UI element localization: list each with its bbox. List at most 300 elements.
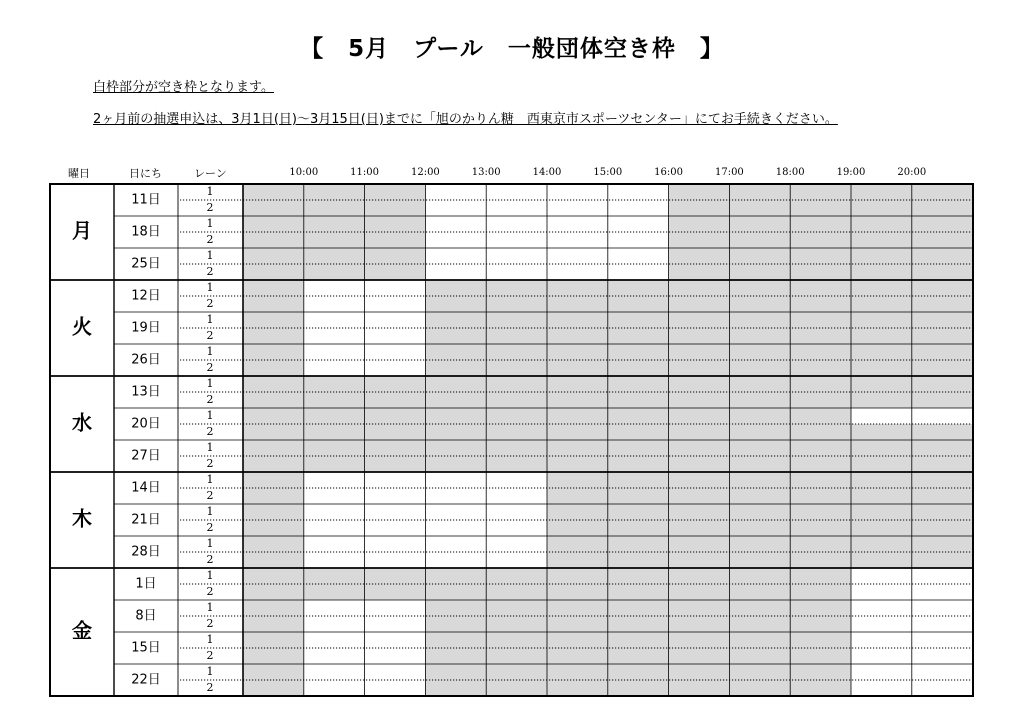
open-slot <box>547 216 608 232</box>
booked-slot <box>729 312 790 328</box>
booked-slot <box>425 376 486 392</box>
booked-slot <box>243 616 304 632</box>
open-slot <box>425 264 486 280</box>
booked-slot <box>669 424 730 440</box>
open-slot <box>912 408 973 424</box>
open-slot <box>304 488 365 504</box>
lane-number: 2 <box>206 201 214 214</box>
time-label: 11:00 <box>350 167 380 178</box>
booked-slot <box>669 456 730 472</box>
booked-slot <box>669 632 730 648</box>
lane-number: 1 <box>206 505 214 518</box>
booked-slot <box>608 376 669 392</box>
booked-slot <box>365 376 426 392</box>
open-slot <box>304 536 365 552</box>
booked-slot <box>851 504 912 520</box>
booked-slot <box>425 680 486 696</box>
booked-slot <box>851 472 912 488</box>
time-label: 14:00 <box>532 167 562 178</box>
open-slot <box>486 232 547 248</box>
booked-slot <box>547 312 608 328</box>
booked-slot <box>243 248 304 264</box>
open-slot <box>851 632 912 648</box>
open-slot <box>486 488 547 504</box>
time-label: 17:00 <box>714 167 744 178</box>
booked-slot <box>547 424 608 440</box>
booked-slot <box>425 328 486 344</box>
booked-slot <box>790 584 851 600</box>
booked-slot <box>851 440 912 456</box>
booked-slot <box>608 472 669 488</box>
booked-slot <box>547 616 608 632</box>
date-label: 20日 <box>131 416 161 432</box>
booked-slot <box>729 632 790 648</box>
lane-number: 2 <box>206 649 214 662</box>
booked-slot <box>669 264 730 280</box>
open-slot <box>486 520 547 536</box>
open-slot <box>304 504 365 520</box>
open-slot <box>486 552 547 568</box>
time-label: 20:00 <box>897 167 927 178</box>
booked-slot <box>912 328 973 344</box>
lane-number: 2 <box>206 425 214 438</box>
booked-slot <box>243 344 304 360</box>
lane-number: 2 <box>206 553 214 566</box>
booked-slot <box>851 360 912 376</box>
open-slot <box>486 504 547 520</box>
booked-slot <box>425 312 486 328</box>
booked-slot <box>729 504 790 520</box>
date-label: 14日 <box>131 480 161 496</box>
booked-slot <box>608 408 669 424</box>
booked-slot <box>669 280 730 296</box>
booked-slot <box>365 408 426 424</box>
booked-slot <box>729 520 790 536</box>
booked-slot <box>669 568 730 584</box>
booked-slot <box>425 568 486 584</box>
time-label: 19:00 <box>836 167 866 178</box>
booked-slot <box>608 488 669 504</box>
date-label: 1日 <box>135 576 157 592</box>
booked-slot <box>669 328 730 344</box>
booked-slot <box>425 360 486 376</box>
time-label: 10:00 <box>289 167 319 178</box>
open-slot <box>425 536 486 552</box>
booked-slot <box>669 408 730 424</box>
booked-slot <box>486 328 547 344</box>
booked-slot <box>608 504 669 520</box>
open-slot <box>425 472 486 488</box>
booked-slot <box>790 552 851 568</box>
booked-slot <box>547 600 608 616</box>
booked-slot <box>547 360 608 376</box>
booked-slot <box>486 296 547 312</box>
booked-slot <box>486 584 547 600</box>
booked-slot <box>912 552 973 568</box>
booked-slot <box>547 536 608 552</box>
booked-slot <box>851 424 912 440</box>
booked-slot <box>608 568 669 584</box>
header-weekday: 曜日 <box>68 167 90 180</box>
open-slot <box>547 248 608 264</box>
booked-slot <box>669 600 730 616</box>
booked-slot <box>729 552 790 568</box>
booked-slot <box>790 360 851 376</box>
booked-slot <box>729 424 790 440</box>
lane-number: 2 <box>206 617 214 630</box>
open-slot <box>851 600 912 616</box>
booked-slot <box>851 488 912 504</box>
booked-slot <box>851 344 912 360</box>
booked-slot <box>608 680 669 696</box>
lane-number: 2 <box>206 489 214 502</box>
booked-slot <box>912 520 973 536</box>
booked-slot <box>365 440 426 456</box>
booked-slot <box>912 360 973 376</box>
open-slot <box>304 344 365 360</box>
booked-slot <box>547 408 608 424</box>
open-slot <box>547 200 608 216</box>
lane-number: 1 <box>206 441 214 454</box>
booked-slot <box>669 680 730 696</box>
booked-slot <box>669 296 730 312</box>
booked-slot <box>729 328 790 344</box>
open-slot <box>304 680 365 696</box>
booked-slot <box>851 280 912 296</box>
open-slot <box>547 264 608 280</box>
booked-slot <box>425 632 486 648</box>
booked-slot <box>608 616 669 632</box>
open-slot <box>304 472 365 488</box>
booked-slot <box>729 280 790 296</box>
booked-slot <box>547 648 608 664</box>
booked-slot <box>304 184 365 200</box>
booked-slot <box>547 520 608 536</box>
open-slot <box>851 680 912 696</box>
booked-slot <box>547 344 608 360</box>
booked-slot <box>912 344 973 360</box>
open-slot <box>365 488 426 504</box>
lane-number: 1 <box>206 601 214 614</box>
booked-slot <box>729 200 790 216</box>
booked-slot <box>425 440 486 456</box>
booked-slot <box>486 344 547 360</box>
booked-slot <box>243 504 304 520</box>
booked-slot <box>243 472 304 488</box>
notice-open-slots: 白枠部分が空き枠となります。 <box>93 80 274 95</box>
booked-slot <box>243 328 304 344</box>
lane-number: 1 <box>206 473 214 486</box>
open-slot <box>912 664 973 680</box>
booked-slot <box>729 680 790 696</box>
booked-slot <box>365 200 426 216</box>
booked-slot <box>912 232 973 248</box>
booked-slot <box>425 424 486 440</box>
booked-slot <box>790 312 851 328</box>
open-slot <box>486 184 547 200</box>
date-label: 15日 <box>131 640 161 656</box>
weekday-label: 火 <box>72 314 92 339</box>
booked-slot <box>790 456 851 472</box>
open-slot <box>304 648 365 664</box>
booked-slot <box>608 648 669 664</box>
open-slot <box>304 664 365 680</box>
booked-slot <box>608 584 669 600</box>
open-slot <box>486 248 547 264</box>
booked-slot <box>790 184 851 200</box>
time-label: 16:00 <box>654 167 684 178</box>
booked-slot <box>729 648 790 664</box>
open-slot <box>547 232 608 248</box>
lane-number: 1 <box>206 281 214 294</box>
booked-slot <box>365 584 426 600</box>
booked-slot <box>243 680 304 696</box>
booked-slot <box>547 552 608 568</box>
booked-slot <box>669 440 730 456</box>
open-slot <box>425 248 486 264</box>
booked-slot <box>669 248 730 264</box>
booked-slot <box>729 472 790 488</box>
open-slot <box>365 632 426 648</box>
open-slot <box>425 520 486 536</box>
open-slot <box>365 648 426 664</box>
open-slot <box>304 296 365 312</box>
booked-slot <box>669 664 730 680</box>
booked-slot <box>608 440 669 456</box>
booked-slot <box>790 216 851 232</box>
booked-slot <box>790 328 851 344</box>
booked-slot <box>547 504 608 520</box>
booked-slot <box>608 520 669 536</box>
booked-slot <box>425 296 486 312</box>
booked-slot <box>790 296 851 312</box>
open-slot <box>608 232 669 248</box>
booked-slot <box>425 600 486 616</box>
open-slot <box>304 328 365 344</box>
booked-slot <box>790 568 851 584</box>
lane-number: 2 <box>206 329 214 342</box>
booked-slot <box>669 232 730 248</box>
booked-slot <box>608 312 669 328</box>
open-slot <box>304 520 365 536</box>
booked-slot <box>547 488 608 504</box>
page-title: 【 5月 プール 一般団体空き枠 】 <box>300 36 724 62</box>
booked-slot <box>669 536 730 552</box>
booked-slot <box>243 520 304 536</box>
lane-number: 2 <box>206 233 214 246</box>
open-slot <box>425 200 486 216</box>
booked-slot <box>912 536 973 552</box>
booked-slot <box>790 472 851 488</box>
booked-slot <box>304 424 365 440</box>
open-slot <box>365 312 426 328</box>
booked-slot <box>547 280 608 296</box>
booked-slot <box>790 408 851 424</box>
open-slot <box>912 616 973 632</box>
open-slot <box>425 184 486 200</box>
booked-slot <box>243 424 304 440</box>
booked-slot <box>851 376 912 392</box>
booked-slot <box>365 568 426 584</box>
booked-slot <box>304 264 365 280</box>
lane-number: 1 <box>206 249 214 262</box>
booked-slot <box>486 664 547 680</box>
booked-slot <box>790 504 851 520</box>
weekday-label: 金 <box>72 618 92 643</box>
booked-slot <box>486 648 547 664</box>
booked-slot <box>547 376 608 392</box>
booked-slot <box>851 456 912 472</box>
booked-slot <box>243 536 304 552</box>
header-lane: レーン <box>194 167 227 180</box>
time-label: 12:00 <box>410 167 440 178</box>
open-slot <box>486 536 547 552</box>
booked-slot <box>425 344 486 360</box>
booked-slot <box>608 456 669 472</box>
booked-slot <box>669 392 730 408</box>
booked-slot <box>912 440 973 456</box>
booked-slot <box>729 392 790 408</box>
booked-slot <box>243 376 304 392</box>
booked-slot <box>365 248 426 264</box>
booked-slot <box>851 312 912 328</box>
booked-slot <box>243 264 304 280</box>
open-slot <box>486 264 547 280</box>
booked-slot <box>851 216 912 232</box>
booked-slot <box>304 584 365 600</box>
booked-slot <box>669 184 730 200</box>
booked-slot <box>729 664 790 680</box>
lane-number: 1 <box>206 377 214 390</box>
booked-slot <box>608 392 669 408</box>
booked-slot <box>608 632 669 648</box>
booked-slot <box>608 296 669 312</box>
open-slot <box>486 216 547 232</box>
booked-slot <box>790 440 851 456</box>
booked-slot <box>790 424 851 440</box>
booked-slot <box>547 440 608 456</box>
booked-slot <box>304 376 365 392</box>
booked-slot <box>912 472 973 488</box>
date-label: 18日 <box>131 224 161 240</box>
booked-slot <box>790 248 851 264</box>
booked-slot <box>547 472 608 488</box>
booked-slot <box>790 344 851 360</box>
booked-slot <box>486 312 547 328</box>
open-slot <box>608 264 669 280</box>
open-slot <box>851 664 912 680</box>
booked-slot <box>790 392 851 408</box>
booked-slot <box>486 680 547 696</box>
open-slot <box>304 552 365 568</box>
date-label: 25日 <box>131 256 161 272</box>
booked-slot <box>851 200 912 216</box>
lane-number: 2 <box>206 297 214 310</box>
booked-slot <box>669 552 730 568</box>
booked-slot <box>243 584 304 600</box>
booked-slot <box>547 328 608 344</box>
open-slot <box>304 312 365 328</box>
booked-slot <box>243 440 304 456</box>
booked-slot <box>243 632 304 648</box>
booked-slot <box>425 408 486 424</box>
booked-slot <box>912 280 973 296</box>
date-label: 27日 <box>131 448 161 464</box>
open-slot <box>851 584 912 600</box>
booked-slot <box>243 216 304 232</box>
booked-slot <box>729 248 790 264</box>
open-slot <box>912 632 973 648</box>
time-label: 13:00 <box>471 167 501 178</box>
booked-slot <box>608 424 669 440</box>
booked-slot <box>304 392 365 408</box>
booked-slot <box>486 408 547 424</box>
booked-slot <box>729 408 790 424</box>
booked-slot <box>912 312 973 328</box>
booked-slot <box>304 568 365 584</box>
booked-slot <box>912 248 973 264</box>
booked-slot <box>365 216 426 232</box>
open-slot <box>547 184 608 200</box>
booked-slot <box>243 664 304 680</box>
booked-slot <box>547 680 608 696</box>
booked-slot <box>486 376 547 392</box>
booked-slot <box>790 536 851 552</box>
booked-slot <box>365 264 426 280</box>
open-slot <box>486 200 547 216</box>
booked-slot <box>608 600 669 616</box>
booked-slot <box>425 584 486 600</box>
date-label: 11日 <box>131 192 161 208</box>
lane-number: 1 <box>206 345 214 358</box>
open-slot <box>365 280 426 296</box>
lane-number: 1 <box>206 313 214 326</box>
booked-slot <box>790 664 851 680</box>
lane-number: 2 <box>206 361 214 374</box>
booked-slot <box>608 536 669 552</box>
booked-slot <box>851 264 912 280</box>
time-label: 18:00 <box>775 167 805 178</box>
booked-slot <box>669 520 730 536</box>
booked-slot <box>243 184 304 200</box>
booked-slot <box>912 296 973 312</box>
booked-slot <box>304 408 365 424</box>
booked-slot <box>912 264 973 280</box>
booked-slot <box>365 232 426 248</box>
lane-number: 2 <box>206 393 214 406</box>
open-slot <box>608 248 669 264</box>
booked-slot <box>547 456 608 472</box>
open-slot <box>912 568 973 584</box>
date-label: 13日 <box>131 384 161 400</box>
booked-slot <box>851 552 912 568</box>
booked-slot <box>365 184 426 200</box>
booked-slot <box>243 488 304 504</box>
booked-slot <box>729 232 790 248</box>
booked-slot <box>912 456 973 472</box>
booked-slot <box>669 488 730 504</box>
booked-slot <box>486 616 547 632</box>
booked-slot <box>912 200 973 216</box>
booked-slot <box>243 312 304 328</box>
booked-slot <box>669 616 730 632</box>
date-label: 19日 <box>131 320 161 336</box>
open-slot <box>365 296 426 312</box>
lane-number: 2 <box>206 265 214 278</box>
open-slot <box>365 616 426 632</box>
booked-slot <box>912 488 973 504</box>
open-slot <box>486 472 547 488</box>
